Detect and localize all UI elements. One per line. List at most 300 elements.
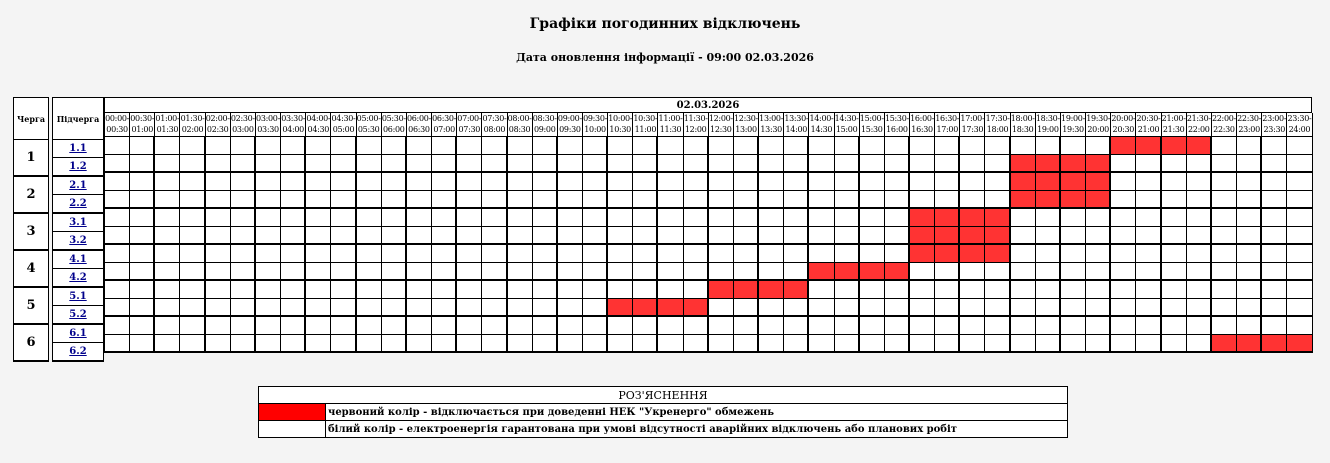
power-on-cell xyxy=(658,173,683,191)
power-on-cell xyxy=(1011,137,1036,155)
power-on-cell xyxy=(658,317,683,335)
power-on-cell xyxy=(306,155,331,173)
power-on-cell xyxy=(1086,335,1111,353)
schedule-row xyxy=(105,191,1313,209)
outage-cell xyxy=(633,299,658,317)
time-slot-label: 10:00- 10:30 xyxy=(608,113,633,137)
power-on-cell xyxy=(533,335,558,353)
power-on-cell xyxy=(784,245,809,263)
power-on-cell xyxy=(533,155,558,173)
power-on-cell xyxy=(784,191,809,209)
power-on-cell xyxy=(835,227,860,245)
subqueue-header: Підчерга xyxy=(53,98,104,140)
power-on-cell xyxy=(407,173,432,191)
power-on-cell xyxy=(709,137,734,155)
power-on-cell xyxy=(1011,245,1036,263)
time-slot-label: 23:30- 24:00 xyxy=(1287,113,1312,137)
power-on-cell xyxy=(583,245,608,263)
power-on-cell xyxy=(1187,209,1212,227)
power-on-cell xyxy=(105,191,130,209)
outage-cell xyxy=(1011,191,1036,209)
power-on-cell xyxy=(1187,245,1212,263)
power-on-cell xyxy=(910,299,935,317)
subqueue-link[interactable]: 2.1 xyxy=(69,180,87,191)
power-on-cell xyxy=(1061,263,1086,281)
power-on-cell xyxy=(1212,191,1237,209)
power-on-cell xyxy=(432,281,457,299)
legend-title: РОЗ'ЯСНЕННЯ xyxy=(259,387,1068,404)
power-on-cell xyxy=(457,155,482,173)
power-on-cell xyxy=(1237,281,1262,299)
power-on-cell xyxy=(633,155,658,173)
power-on-cell xyxy=(835,281,860,299)
power-on-cell xyxy=(105,317,130,335)
power-on-cell xyxy=(482,317,507,335)
time-slot-label: 20:00- 20:30 xyxy=(1111,113,1136,137)
power-on-cell xyxy=(658,227,683,245)
time-slot-label: 22:00- 22:30 xyxy=(1212,113,1237,137)
power-on-cell xyxy=(658,191,683,209)
outage-cell xyxy=(1011,173,1036,191)
power-on-cell xyxy=(533,281,558,299)
power-on-cell xyxy=(1011,281,1036,299)
power-on-cell xyxy=(1061,317,1086,335)
time-slot-label: 20:30- 21:00 xyxy=(1136,113,1161,137)
power-on-cell xyxy=(684,335,709,353)
power-on-cell xyxy=(382,137,407,155)
power-on-cell xyxy=(558,335,583,353)
power-on-cell xyxy=(734,317,759,335)
outage-cell xyxy=(910,209,935,227)
subqueue-link[interactable]: 4.1 xyxy=(69,254,87,265)
power-on-cell xyxy=(784,263,809,281)
power-on-cell xyxy=(457,263,482,281)
power-on-cell xyxy=(985,191,1010,209)
power-on-cell xyxy=(382,317,407,335)
queue-label: 3 xyxy=(14,213,49,250)
time-slot-label: 19:30- 20:00 xyxy=(1086,113,1111,137)
power-on-cell xyxy=(432,263,457,281)
power-on-cell xyxy=(1162,263,1187,281)
power-on-cell xyxy=(1212,281,1237,299)
power-on-cell xyxy=(759,263,784,281)
power-on-cell xyxy=(1287,209,1312,227)
power-on-cell xyxy=(130,245,155,263)
power-on-cell xyxy=(105,173,130,191)
power-on-cell xyxy=(206,299,231,317)
power-on-cell xyxy=(985,317,1010,335)
power-on-cell xyxy=(1111,155,1136,173)
power-on-cell xyxy=(256,209,281,227)
power-on-cell xyxy=(407,227,432,245)
power-on-cell xyxy=(684,227,709,245)
legend-red-text: червоний колір - відключається при доведенні НЕК "Укренерго" обмежень xyxy=(326,404,1068,421)
power-on-cell xyxy=(784,137,809,155)
power-on-cell xyxy=(533,209,558,227)
queue-label: 2 xyxy=(14,176,49,213)
power-on-cell xyxy=(709,263,734,281)
legend-red-swatch xyxy=(259,404,326,421)
power-on-cell xyxy=(835,317,860,335)
power-on-cell xyxy=(1011,209,1036,227)
power-on-cell xyxy=(130,281,155,299)
power-on-cell xyxy=(784,317,809,335)
outage-cell xyxy=(1086,155,1111,173)
power-on-cell xyxy=(407,299,432,317)
power-on-cell xyxy=(985,281,1010,299)
power-on-cell xyxy=(1036,335,1061,353)
power-on-cell xyxy=(985,155,1010,173)
power-on-cell xyxy=(533,173,558,191)
power-on-cell xyxy=(1111,335,1136,353)
power-on-cell xyxy=(105,137,130,155)
power-on-cell xyxy=(508,137,533,155)
power-on-cell xyxy=(784,209,809,227)
power-on-cell xyxy=(508,191,533,209)
outage-cell xyxy=(960,245,985,263)
power-on-cell xyxy=(1136,191,1161,209)
time-slot-label: 15:30- 16:00 xyxy=(885,113,910,137)
power-on-cell xyxy=(935,137,960,155)
power-on-cell xyxy=(1262,281,1287,299)
time-slot-label: 04:00- 04:30 xyxy=(306,113,331,137)
outage-cell xyxy=(1111,137,1136,155)
power-on-cell xyxy=(860,227,885,245)
power-on-cell xyxy=(306,137,331,155)
power-on-cell xyxy=(533,245,558,263)
power-on-cell xyxy=(1162,281,1187,299)
power-on-cell xyxy=(684,191,709,209)
subqueue-link[interactable]: 3.1 xyxy=(69,217,87,228)
power-on-cell xyxy=(105,227,130,245)
power-on-cell xyxy=(1212,245,1237,263)
power-on-cell xyxy=(482,263,507,281)
power-on-cell xyxy=(1162,335,1187,353)
power-on-cell xyxy=(1187,227,1212,245)
power-on-cell xyxy=(155,209,180,227)
power-on-cell xyxy=(281,155,306,173)
time-slot-label: 08:00- 08:30 xyxy=(508,113,533,137)
power-on-cell xyxy=(658,155,683,173)
power-on-cell xyxy=(457,317,482,335)
power-on-cell xyxy=(407,281,432,299)
power-on-cell xyxy=(860,281,885,299)
time-slot-label: 07:30- 08:00 xyxy=(482,113,507,137)
legend-white-text: білий колір - електроенергія гарантована при умові відсутності аварійних відключень або планових робіт xyxy=(326,421,1068,438)
power-on-cell xyxy=(684,317,709,335)
subqueue-link[interactable]: 6.1 xyxy=(69,328,87,339)
power-on-cell xyxy=(935,281,960,299)
subqueue-link[interactable]: 6.2 xyxy=(69,346,87,357)
power-on-cell xyxy=(1136,155,1161,173)
power-on-cell xyxy=(658,263,683,281)
power-on-cell xyxy=(482,245,507,263)
outage-cell xyxy=(910,245,935,263)
power-on-cell xyxy=(885,299,910,317)
power-on-cell xyxy=(1011,299,1036,317)
power-on-cell xyxy=(457,137,482,155)
power-on-cell xyxy=(533,191,558,209)
power-on-cell xyxy=(558,299,583,317)
power-on-cell xyxy=(1136,299,1161,317)
power-on-cell xyxy=(860,299,885,317)
subqueue-cell xyxy=(53,250,104,269)
schedule-row xyxy=(105,227,1313,245)
power-on-cell xyxy=(180,155,205,173)
power-on-cell xyxy=(206,263,231,281)
power-on-cell xyxy=(155,173,180,191)
power-on-cell xyxy=(558,227,583,245)
power-on-cell xyxy=(910,335,935,353)
power-on-cell xyxy=(357,191,382,209)
power-on-cell xyxy=(1086,227,1111,245)
outage-cell xyxy=(684,299,709,317)
power-on-cell xyxy=(910,191,935,209)
outage-cell xyxy=(1011,155,1036,173)
legend xyxy=(258,386,1068,438)
power-on-cell xyxy=(885,191,910,209)
queue-label: 1 xyxy=(14,140,49,177)
power-on-cell xyxy=(306,317,331,335)
power-on-cell xyxy=(960,317,985,335)
outage-cell xyxy=(935,245,960,263)
queue-label: 4 xyxy=(14,250,49,287)
power-on-cell xyxy=(633,227,658,245)
power-on-cell xyxy=(759,299,784,317)
power-on-cell xyxy=(835,335,860,353)
power-on-cell xyxy=(256,155,281,173)
power-on-cell xyxy=(533,317,558,335)
power-on-cell xyxy=(256,173,281,191)
outage-cell xyxy=(709,281,734,299)
outage-cell xyxy=(734,281,759,299)
power-on-cell xyxy=(1036,263,1061,281)
power-on-cell xyxy=(482,335,507,353)
power-on-cell xyxy=(935,335,960,353)
time-slot-label: 23:00- 23:30 xyxy=(1262,113,1287,137)
power-on-cell xyxy=(608,317,633,335)
power-on-cell xyxy=(482,173,507,191)
power-on-cell xyxy=(1162,173,1187,191)
power-on-cell xyxy=(130,155,155,173)
time-slot-label: 13:00- 13:30 xyxy=(759,113,784,137)
outage-cell xyxy=(1136,137,1161,155)
power-on-cell xyxy=(784,173,809,191)
outage-cell xyxy=(784,281,809,299)
queue-header: Черга xyxy=(14,98,49,140)
power-on-cell xyxy=(608,209,633,227)
power-on-cell xyxy=(558,137,583,155)
subqueue-cell xyxy=(53,158,104,177)
power-on-cell xyxy=(583,209,608,227)
power-on-cell xyxy=(885,155,910,173)
power-on-cell xyxy=(885,209,910,227)
power-on-cell xyxy=(709,155,734,173)
power-on-cell xyxy=(382,281,407,299)
time-slot-label: 11:00- 11:30 xyxy=(658,113,683,137)
power-on-cell xyxy=(482,191,507,209)
power-on-cell xyxy=(256,299,281,317)
power-on-cell xyxy=(1237,245,1262,263)
power-on-cell xyxy=(256,317,281,335)
power-on-cell xyxy=(985,335,1010,353)
power-on-cell xyxy=(633,137,658,155)
power-on-cell xyxy=(331,335,356,353)
power-on-cell xyxy=(809,209,834,227)
power-on-cell xyxy=(281,317,306,335)
time-slot-label: 07:00- 07:30 xyxy=(457,113,482,137)
outage-cell xyxy=(809,263,834,281)
power-on-cell xyxy=(206,209,231,227)
power-on-cell xyxy=(331,191,356,209)
power-on-cell xyxy=(1212,227,1237,245)
power-on-cell xyxy=(809,299,834,317)
power-on-cell xyxy=(1187,281,1212,299)
power-on-cell xyxy=(1111,317,1136,335)
power-on-cell xyxy=(357,317,382,335)
power-on-cell xyxy=(960,173,985,191)
power-on-cell xyxy=(1136,317,1161,335)
power-on-cell xyxy=(206,317,231,335)
power-on-cell xyxy=(231,281,256,299)
power-on-cell xyxy=(1086,209,1111,227)
outage-cell xyxy=(1036,191,1061,209)
outage-cell xyxy=(1262,335,1287,353)
subqueue-link[interactable]: 1.2 xyxy=(69,161,87,172)
power-on-cell xyxy=(860,137,885,155)
time-slot-label: 09:30- 10:00 xyxy=(583,113,608,137)
subqueue-link[interactable]: 3.2 xyxy=(69,235,87,246)
power-on-cell xyxy=(457,281,482,299)
power-on-cell xyxy=(1011,317,1036,335)
power-on-cell xyxy=(583,263,608,281)
power-on-cell xyxy=(583,137,608,155)
time-slot-label: 14:30- 15:00 xyxy=(835,113,860,137)
subqueue-link[interactable]: 5.2 xyxy=(69,309,87,320)
schedule-row xyxy=(105,299,1313,317)
time-slot-label: 09:00- 09:30 xyxy=(558,113,583,137)
power-on-cell xyxy=(608,335,633,353)
power-on-cell xyxy=(281,173,306,191)
power-on-cell xyxy=(206,245,231,263)
power-on-cell xyxy=(1061,281,1086,299)
outage-cell xyxy=(1086,173,1111,191)
power-on-cell xyxy=(331,137,356,155)
power-on-cell xyxy=(357,335,382,353)
schedule-row xyxy=(105,137,1313,155)
power-on-cell xyxy=(1136,227,1161,245)
outage-cell xyxy=(985,227,1010,245)
subqueue-link[interactable]: 2.2 xyxy=(69,198,87,209)
power-on-cell xyxy=(860,245,885,263)
power-on-cell xyxy=(809,227,834,245)
power-on-cell xyxy=(357,245,382,263)
power-on-cell xyxy=(1011,335,1036,353)
page-title: Графіки погодинних відключень xyxy=(529,16,801,32)
power-on-cell xyxy=(331,245,356,263)
power-on-cell xyxy=(835,155,860,173)
power-on-cell xyxy=(231,191,256,209)
power-on-cell xyxy=(935,299,960,317)
outage-cell xyxy=(608,299,633,317)
power-on-cell xyxy=(256,335,281,353)
power-on-cell xyxy=(357,281,382,299)
power-on-cell xyxy=(407,245,432,263)
power-on-cell xyxy=(558,245,583,263)
power-on-cell xyxy=(382,245,407,263)
power-on-cell xyxy=(382,263,407,281)
subqueue-link[interactable]: 1.1 xyxy=(69,143,87,154)
power-on-cell xyxy=(206,155,231,173)
power-on-cell xyxy=(1111,227,1136,245)
subqueue-link[interactable]: 4.2 xyxy=(69,272,87,283)
power-on-cell xyxy=(809,137,834,155)
power-on-cell xyxy=(155,191,180,209)
power-on-cell xyxy=(633,317,658,335)
power-on-cell xyxy=(1036,299,1061,317)
power-on-cell xyxy=(482,155,507,173)
power-on-cell xyxy=(1287,191,1312,209)
power-on-cell xyxy=(130,209,155,227)
power-on-cell xyxy=(105,335,130,353)
schedule-row xyxy=(105,317,1313,335)
power-on-cell xyxy=(1262,209,1287,227)
power-on-cell xyxy=(1212,173,1237,191)
power-on-cell xyxy=(759,317,784,335)
time-slot-label: 19:00- 19:30 xyxy=(1061,113,1086,137)
power-on-cell xyxy=(809,335,834,353)
power-on-cell xyxy=(331,281,356,299)
power-on-cell xyxy=(533,137,558,155)
power-on-cell xyxy=(608,281,633,299)
power-on-cell xyxy=(206,335,231,353)
power-on-cell xyxy=(281,335,306,353)
power-on-cell xyxy=(1061,227,1086,245)
schedule-date: 02.03.2026 xyxy=(104,97,1312,113)
power-on-cell xyxy=(155,299,180,317)
power-on-cell xyxy=(633,281,658,299)
power-on-cell xyxy=(835,245,860,263)
power-on-cell xyxy=(155,137,180,155)
subqueue-link[interactable]: 5.1 xyxy=(69,291,87,302)
power-on-cell xyxy=(256,191,281,209)
power-on-cell xyxy=(1036,209,1061,227)
outage-cell xyxy=(1212,335,1237,353)
power-on-cell xyxy=(357,209,382,227)
power-on-cell xyxy=(784,335,809,353)
power-on-cell xyxy=(1212,137,1237,155)
time-slot-label: 06:30- 07:00 xyxy=(432,113,457,137)
schedule-rows xyxy=(104,137,1313,353)
power-on-cell xyxy=(180,299,205,317)
power-on-cell xyxy=(658,335,683,353)
power-on-cell xyxy=(432,173,457,191)
power-on-cell xyxy=(809,317,834,335)
power-on-cell xyxy=(231,155,256,173)
outage-cell xyxy=(960,209,985,227)
power-on-cell xyxy=(1111,173,1136,191)
power-on-cell xyxy=(935,173,960,191)
time-slot-label: 18:00- 18:30 xyxy=(1011,113,1036,137)
power-on-cell xyxy=(709,335,734,353)
power-on-cell xyxy=(382,173,407,191)
power-on-cell xyxy=(1237,299,1262,317)
power-on-cell xyxy=(357,155,382,173)
power-on-cell xyxy=(910,263,935,281)
power-on-cell xyxy=(1287,155,1312,173)
time-slot-label: 03:00- 03:30 xyxy=(256,113,281,137)
schedule-row xyxy=(105,281,1313,299)
